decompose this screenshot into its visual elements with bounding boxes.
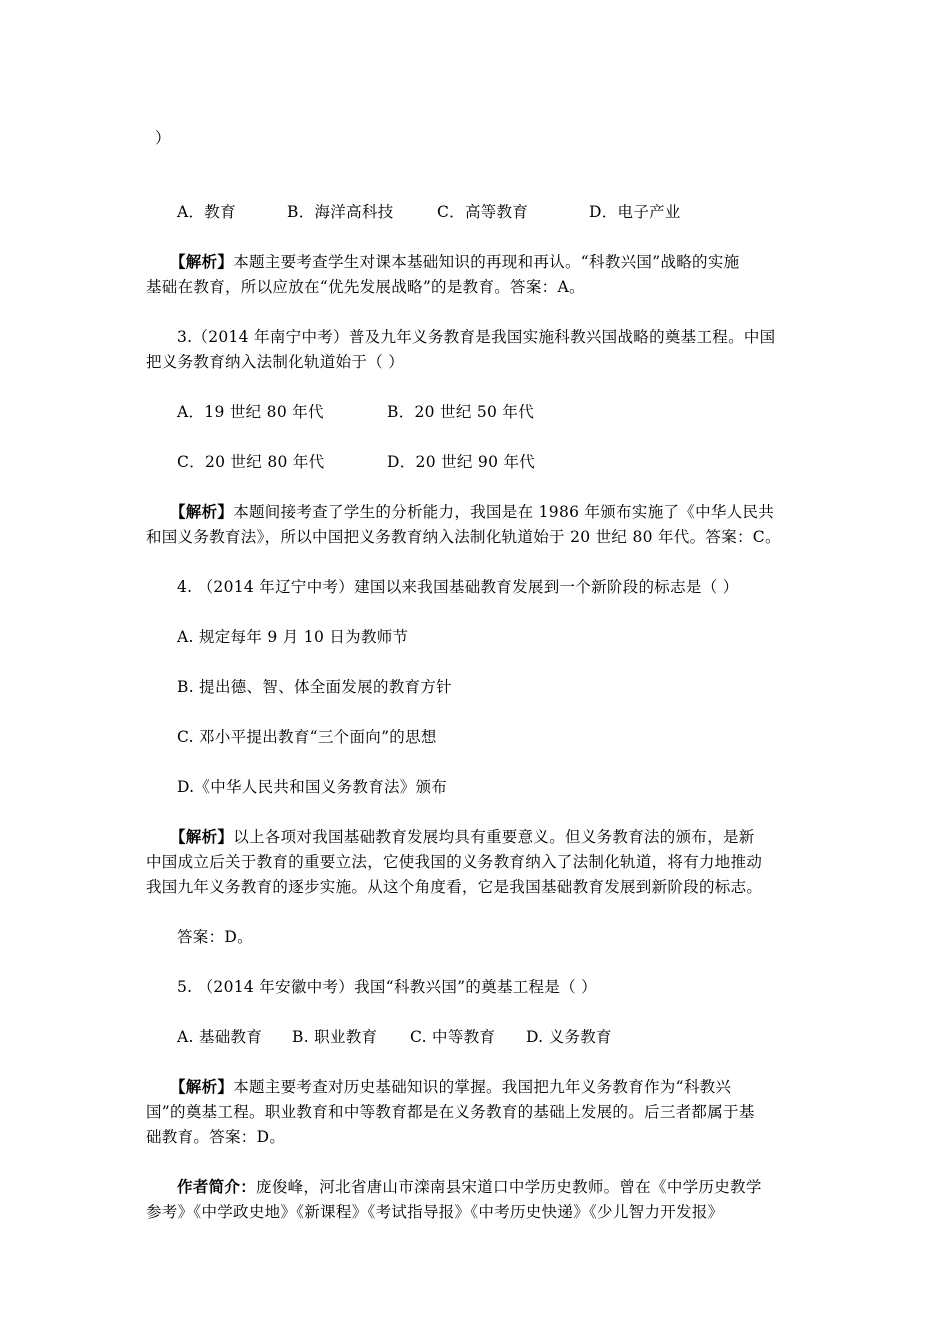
q5-options bbox=[177, 1027, 612, 1047]
author-intro-line-2: 参考》《中学政史地》《新课程》《考试指导报》《中考历史快递》《少儿智力开发报》 bbox=[146, 1203, 724, 1221]
q4-analysis-line-3: 我国九年义务教育的逐步实施。从这个角度看，它是我国基础教育发展到新阶段的标志。 bbox=[146, 878, 763, 896]
q4-option-d: D.《中华人民共和国义务教育法》颁布 bbox=[177, 778, 448, 796]
question-paren-close: ） bbox=[155, 129, 171, 147]
q4-option-c: C. 邓小平提出教育“三个面向”的思想 bbox=[177, 728, 437, 746]
q1-options bbox=[177, 202, 681, 222]
q1-option-d: D．电子产业 bbox=[589, 203, 681, 221]
q1-option-a: A．教育 bbox=[177, 203, 236, 221]
q5-analysis-line-3: 础教育。答案：D。 bbox=[146, 1128, 286, 1146]
q1-analysis-label: 【解析】 bbox=[170, 252, 234, 271]
q5-option-a: A. 基础教育 bbox=[177, 1028, 263, 1046]
q4-stem: 4. （2014 年辽宁中考）建国以来我国基础教育发展到一个新阶段的标志是（ ） bbox=[177, 578, 739, 596]
q3-analysis-line-2: 和国义务教育法》，所以中国把义务教育纳入法制化轨道始于 20 世纪 80 年代。答案：C。 bbox=[146, 528, 781, 546]
q5-stem: 5. （2014 年安徽中考）我国“科教兴国”的奠基工程是（ ） bbox=[177, 978, 597, 996]
q3-option-c: C．20 世纪 80 年代 bbox=[177, 453, 325, 471]
q1-option-c: C．高等教育 bbox=[437, 203, 529, 221]
q4-analysis-label: 【解析】 bbox=[170, 827, 234, 846]
q3-stem-line-1: 3.（2014 年南宁中考）普及九年义务教育是我国实施科教兴国战略的奠基工程。中国 bbox=[177, 328, 776, 346]
q3-option-d: D．20 世纪 90 年代 bbox=[387, 453, 536, 471]
q4-option-b: B. 提出德、智、体全面发展的教育方针 bbox=[177, 678, 452, 696]
q5-analysis-line-2: 国”的奠基工程。职业教育和中等教育都是在义务教育的基础上发展的。后三者都属于基 bbox=[146, 1103, 755, 1121]
q3-option-b: B．20 世纪 50 年代 bbox=[387, 403, 535, 421]
q1-analysis-line-2: 基础在教育，所以应放在“优先发展战略”的是教育。答案：A。 bbox=[146, 278, 585, 296]
q3-option-a: A．19 世纪 80 年代 bbox=[177, 403, 324, 421]
q5-option-d: D. 义务教育 bbox=[526, 1028, 612, 1046]
q5-option-b: B. 职业教育 bbox=[292, 1028, 378, 1046]
q3-analysis-line-1: 【解析】本题间接考查了学生的分析能力，我国是在 1986 年颁布实施了《中华人民共 bbox=[170, 502, 775, 521]
q4-analysis-line-1: 【解析】以上各项对我国基础教育发展均具有重要意义。但义务教育法的颁布，是新 bbox=[170, 827, 755, 846]
q1-analysis-line-1: 【解析】本题主要考查学生对课本基础知识的再现和再认。“科教兴国”战略的实施 bbox=[170, 252, 740, 271]
q4-analysis-line-2: 中国成立后关于教育的重要立法，它使我国的义务教育纳入了法制化轨道，将有力地推动 bbox=[146, 853, 763, 871]
q3-stem-line-2: 把义务教育纳入法制化轨道始于（ ） bbox=[146, 353, 405, 371]
q5-option-c: C. 中等教育 bbox=[410, 1028, 496, 1046]
q5-analysis-line-1: 【解析】本题主要考查对历史基础知识的掌握。我国把九年义务教育作为“科教兴 bbox=[170, 1077, 732, 1096]
author-intro-line-1: 作者简介：庞俊峰，河北省唐山市滦南县宋道口中学历史教师。曾在《中学历史教学 bbox=[177, 1177, 762, 1196]
q4-answer: 答案：D。 bbox=[177, 928, 253, 946]
author-intro-label: 作者简介： bbox=[177, 1177, 257, 1196]
q4-option-a: A. 规定每年 9 月 10 日为教师节 bbox=[177, 628, 409, 646]
q3-analysis-label: 【解析】 bbox=[170, 502, 234, 521]
q5-analysis-label: 【解析】 bbox=[170, 1077, 234, 1096]
q1-option-b: B．海洋高科技 bbox=[287, 203, 394, 221]
